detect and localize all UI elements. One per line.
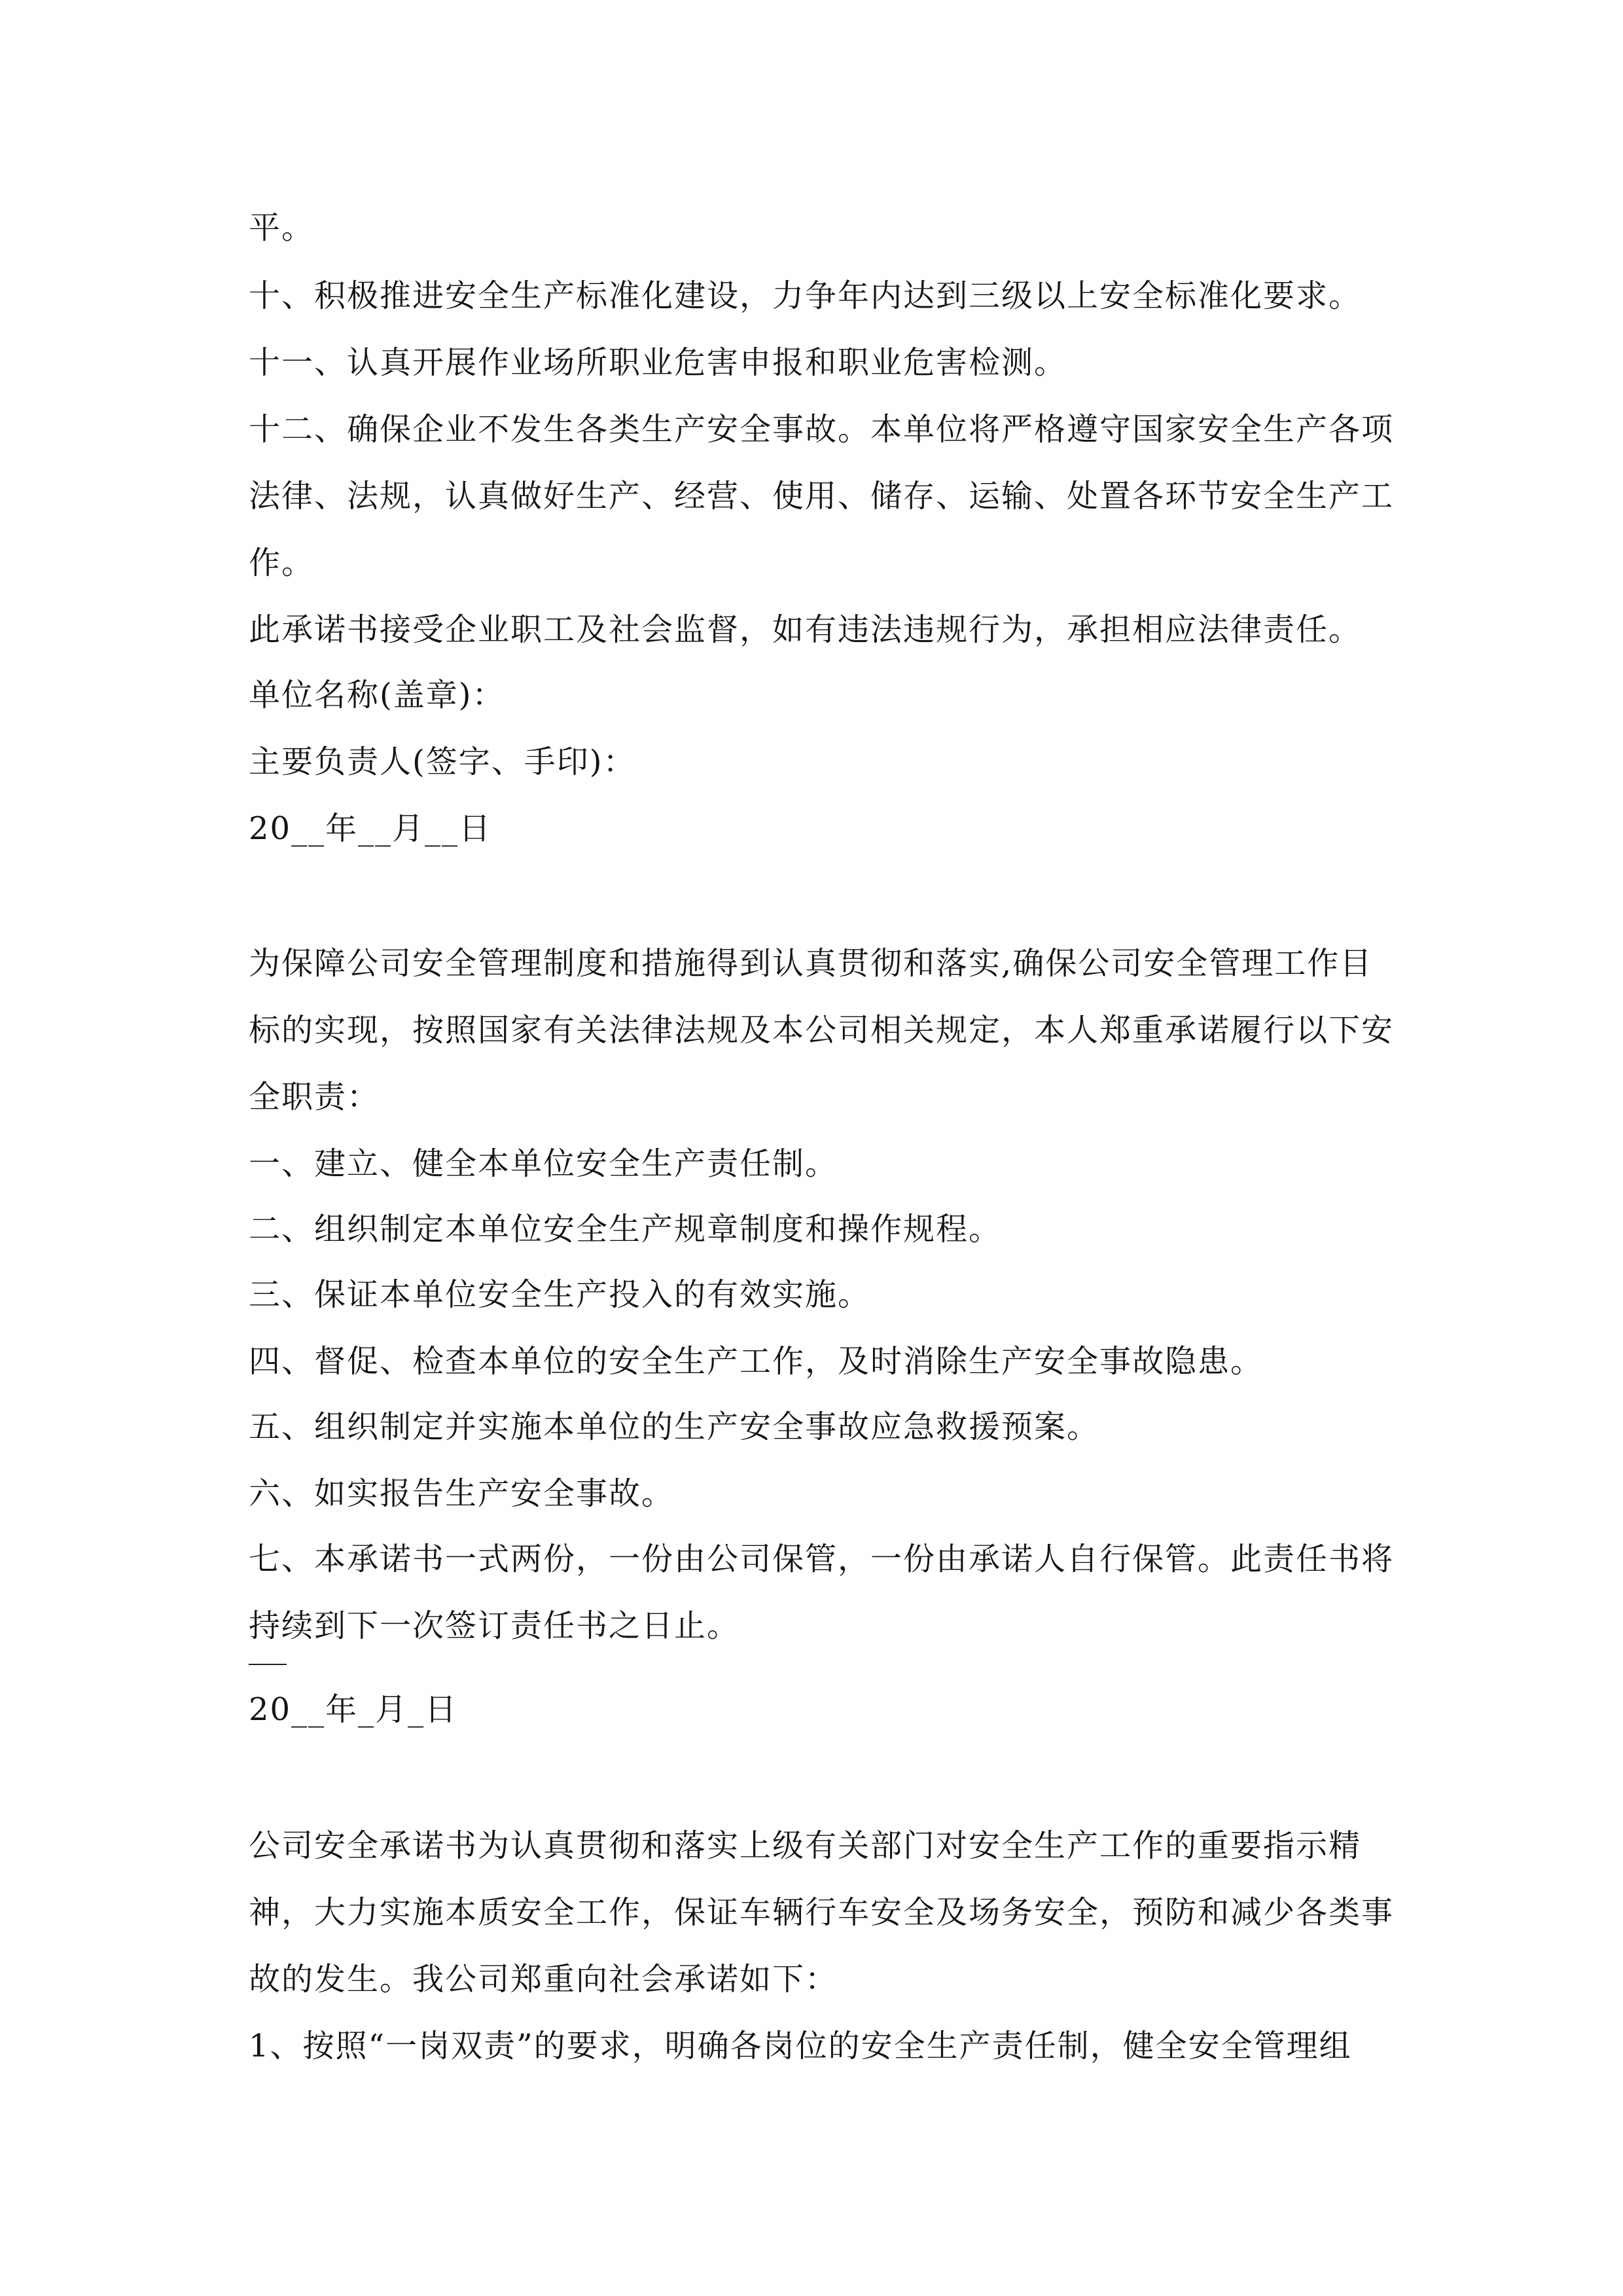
text-line: 神，大力实施本质安全工作，保证车辆行车安全及场务安全，预防和减少各类事: [249, 1894, 1395, 1931]
signature-line: [249, 1664, 287, 1665]
text-line: 十一、认真开展作业场所职业危害申报和职业危害检测。: [249, 344, 1067, 381]
text-line: 平。: [249, 209, 315, 246]
text-line: 故的发生。我公司郑重向社会承诺如下：: [249, 1961, 838, 1998]
text-line: 标的实现，按照国家有关法律法规及本公司相关规定，本人郑重承诺履行以下安: [249, 1012, 1395, 1049]
list-item: 四、督促、检查本单位的安全生产工作，及时消除生产安全事故隐患。: [249, 1343, 1264, 1380]
text-line: 此承诺书接受企业职工及社会监督，如有违法违规行为，承担相应法律责任。: [249, 611, 1362, 648]
unit-name-label: 单位名称(盖章)：: [249, 677, 505, 713]
text-line: 法律、法规，认真做好生产、经营、使用、储存、运输、处置各环节安全生产工: [249, 478, 1395, 514]
date-line: 20__年_月_日: [249, 1691, 458, 1728]
text-line: 十二、确保企业不发生各类生产安全事故。本单位将严格遵守国家安全生产各项: [249, 411, 1395, 448]
person-in-charge-label: 主要负责人(签字、手印)：: [249, 744, 636, 780]
text-line: 公司安全承诺书为认真贯彻和落实上级有关部门对安全生产工作的重要指示精: [249, 1827, 1362, 1864]
text-line: 作。: [249, 545, 315, 581]
list-item: 持续到下一次签订责任书之日止。: [249, 1607, 740, 1644]
list-item: 一、建立、健全本单位安全生产责任制。: [249, 1145, 838, 1182]
list-item: 五、组织制定并实施本单位的生产安全事故应急救援预案。: [249, 1408, 1100, 1445]
text-line: 1、按照“一岗双责”的要求，明确各岗位的安全生产责任制，健全安全管理组: [249, 2028, 1352, 2064]
date-line: 20__年__月__日: [249, 810, 492, 847]
list-item: 七、本承诺书一式两份，一份由公司保管，一份由承诺人自行保管。此责任书将: [249, 1541, 1395, 1577]
list-item: 六、如实报告生产安全事故。: [249, 1475, 675, 1512]
text-line: 全职责：: [249, 1079, 380, 1115]
text-line: 十、积极推进安全生产标准化建设，力争年内达到三级以上安全标准化要求。: [249, 278, 1362, 314]
text-line: 为保障公司安全管理制度和措施得到认真贯彻和落实,确保公司安全管理工作目: [249, 945, 1373, 982]
list-item: 三、保证本单位安全生产投入的有效实施。: [249, 1276, 871, 1313]
list-item: 二、组织制定本单位安全生产规章制度和操作规程。: [249, 1211, 1002, 1247]
